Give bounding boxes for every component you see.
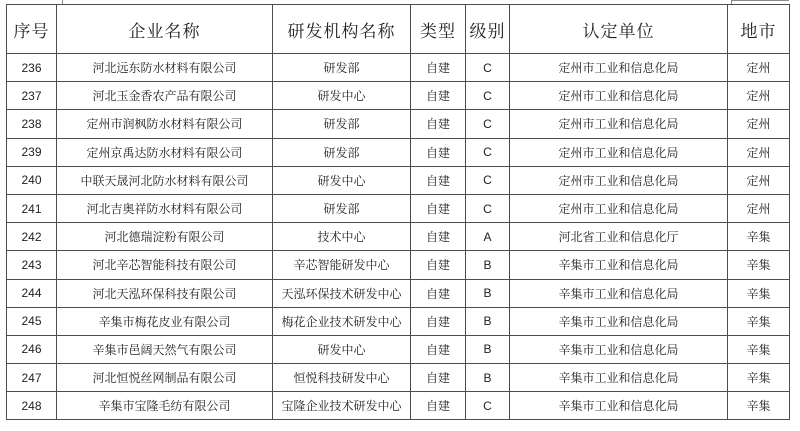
table-cell: 自建 [411,166,466,194]
table-cell: 研发部 [273,54,411,82]
table-cell: 中联天晟河北防水材料有限公司 [57,166,273,194]
table-row [7,194,790,222]
table-body [7,54,790,420]
table-cell: 自建 [411,335,466,363]
table-cell: 辛集市邑阔天然气有限公司 [57,335,273,363]
table-row [7,138,790,166]
column-header: 研发机构名称 [273,5,411,54]
column-header: 地市 [728,5,790,54]
table-cell: C [466,138,510,166]
table-cell: 定州 [728,54,790,82]
table-cell: 定州 [728,138,790,166]
table-cell: 自建 [411,194,466,222]
table-cell: 辛集 [728,364,790,392]
table-cell: C [466,392,510,420]
table-cell: 梅花企业技术研发中心 [273,307,411,335]
table-cell: 河北辛芯智能科技有限公司 [57,251,273,279]
table-header-row [7,5,790,54]
table-cell: C [466,54,510,82]
table-cell: 定州市工业和信息化局 [510,166,728,194]
table-cell: 239 [7,138,57,166]
table-cell: 定州市工业和信息化局 [510,110,728,138]
table-cell: 河北远东防水材料有限公司 [57,54,273,82]
column-header: 序号 [7,5,57,54]
crop-artifact-line [731,0,789,1]
table-cell: 定州市工业和信息化局 [510,54,728,82]
table-cell: 自建 [411,307,466,335]
table-cell: 242 [7,223,57,251]
table-cell: 243 [7,251,57,279]
table-cell: 研发部 [273,110,411,138]
table-row [7,279,790,307]
table-cell: 237 [7,82,57,110]
table-cell: B [466,335,510,363]
table-cell: 辛集市工业和信息化局 [510,392,728,420]
table-cell: 河北省工业和信息化厅 [510,223,728,251]
table-row [7,110,790,138]
column-header: 认定单位 [510,5,728,54]
table-cell: 技术中心 [273,223,411,251]
table-row [7,392,790,420]
table-header [7,5,790,54]
table-cell: 辛集市梅花皮业有限公司 [57,307,273,335]
table-cell: 宝隆企业技术研发中心 [273,392,411,420]
table-cell: 定州市工业和信息化局 [510,82,728,110]
table-cell: 辛集 [728,392,790,420]
table-row [7,307,790,335]
table-cell: 240 [7,166,57,194]
table-cell: 辛集 [728,251,790,279]
table-cell: 自建 [411,392,466,420]
table-cell: 246 [7,335,57,363]
table-cell: 研发部 [273,194,411,222]
table-row [7,223,790,251]
table-row [7,335,790,363]
table-cell: 定州 [728,82,790,110]
table-cell: 定州 [728,166,790,194]
table-cell: 河北天泓环保科技有限公司 [57,279,273,307]
table-cell: 定州 [728,110,790,138]
table-cell: 自建 [411,54,466,82]
table-cell: C [466,82,510,110]
table-cell: 研发中心 [273,335,411,363]
table-cell: 天泓环保技术研发中心 [273,279,411,307]
table-cell: 辛集市工业和信息化局 [510,307,728,335]
table-cell: 辛集市工业和信息化局 [510,335,728,363]
table-cell: 研发部 [273,138,411,166]
table-row [7,54,790,82]
table-cell: 241 [7,194,57,222]
table-cell: B [466,364,510,392]
table-row [7,364,790,392]
table-cell: 河北恒悦丝网制品有限公司 [57,364,273,392]
table-cell: C [466,166,510,194]
table-cell: C [466,194,510,222]
table-cell: 辛集 [728,223,790,251]
table-cell: 辛集 [728,307,790,335]
table-cell: 辛芯智能研发中心 [273,251,411,279]
table-cell: 河北吉奥祥防水材料有限公司 [57,194,273,222]
table-cell: 辛集市工业和信息化局 [510,251,728,279]
table-cell: B [466,307,510,335]
table-cell: 研发中心 [273,166,411,194]
table-cell: 河北德瑞淀粉有限公司 [57,223,273,251]
table-cell: 定州 [728,194,790,222]
table-cell: C [466,110,510,138]
table-cell: 自建 [411,82,466,110]
table-cell: 自建 [411,279,466,307]
table-cell: B [466,279,510,307]
table-cell: A [466,223,510,251]
rd-institution-table-container [6,4,789,420]
column-header: 级别 [466,5,510,54]
column-header: 企业名称 [57,5,273,54]
table-cell: 恒悦科技研发中心 [273,364,411,392]
table-cell: 定州京禹达防水材料有限公司 [57,138,273,166]
table-cell: 辛集 [728,335,790,363]
table-cell: 236 [7,54,57,82]
table-cell: 辛集 [728,279,790,307]
table-cell: B [466,251,510,279]
table-row [7,166,790,194]
table-cell: 244 [7,279,57,307]
table-cell: 自建 [411,138,466,166]
table-cell: 自建 [411,364,466,392]
table-cell: 自建 [411,251,466,279]
table-cell: 自建 [411,223,466,251]
column-header: 类型 [411,5,466,54]
rd-institution-table [6,4,790,420]
table-row [7,251,790,279]
table-cell: 研发中心 [273,82,411,110]
table-cell: 245 [7,307,57,335]
table-cell: 辛集市工业和信息化局 [510,279,728,307]
table-cell: 248 [7,392,57,420]
table-cell: 自建 [411,110,466,138]
table-cell: 河北玉金香农产品有限公司 [57,82,273,110]
table-cell: 238 [7,110,57,138]
table-cell: 定州市润枫防水材料有限公司 [57,110,273,138]
table-cell: 定州市工业和信息化局 [510,194,728,222]
table-cell: 辛集市宝隆毛纺有限公司 [57,392,273,420]
table-row [7,82,790,110]
table-cell: 247 [7,364,57,392]
table-cell: 辛集市工业和信息化局 [510,364,728,392]
table-cell: 定州市工业和信息化局 [510,138,728,166]
